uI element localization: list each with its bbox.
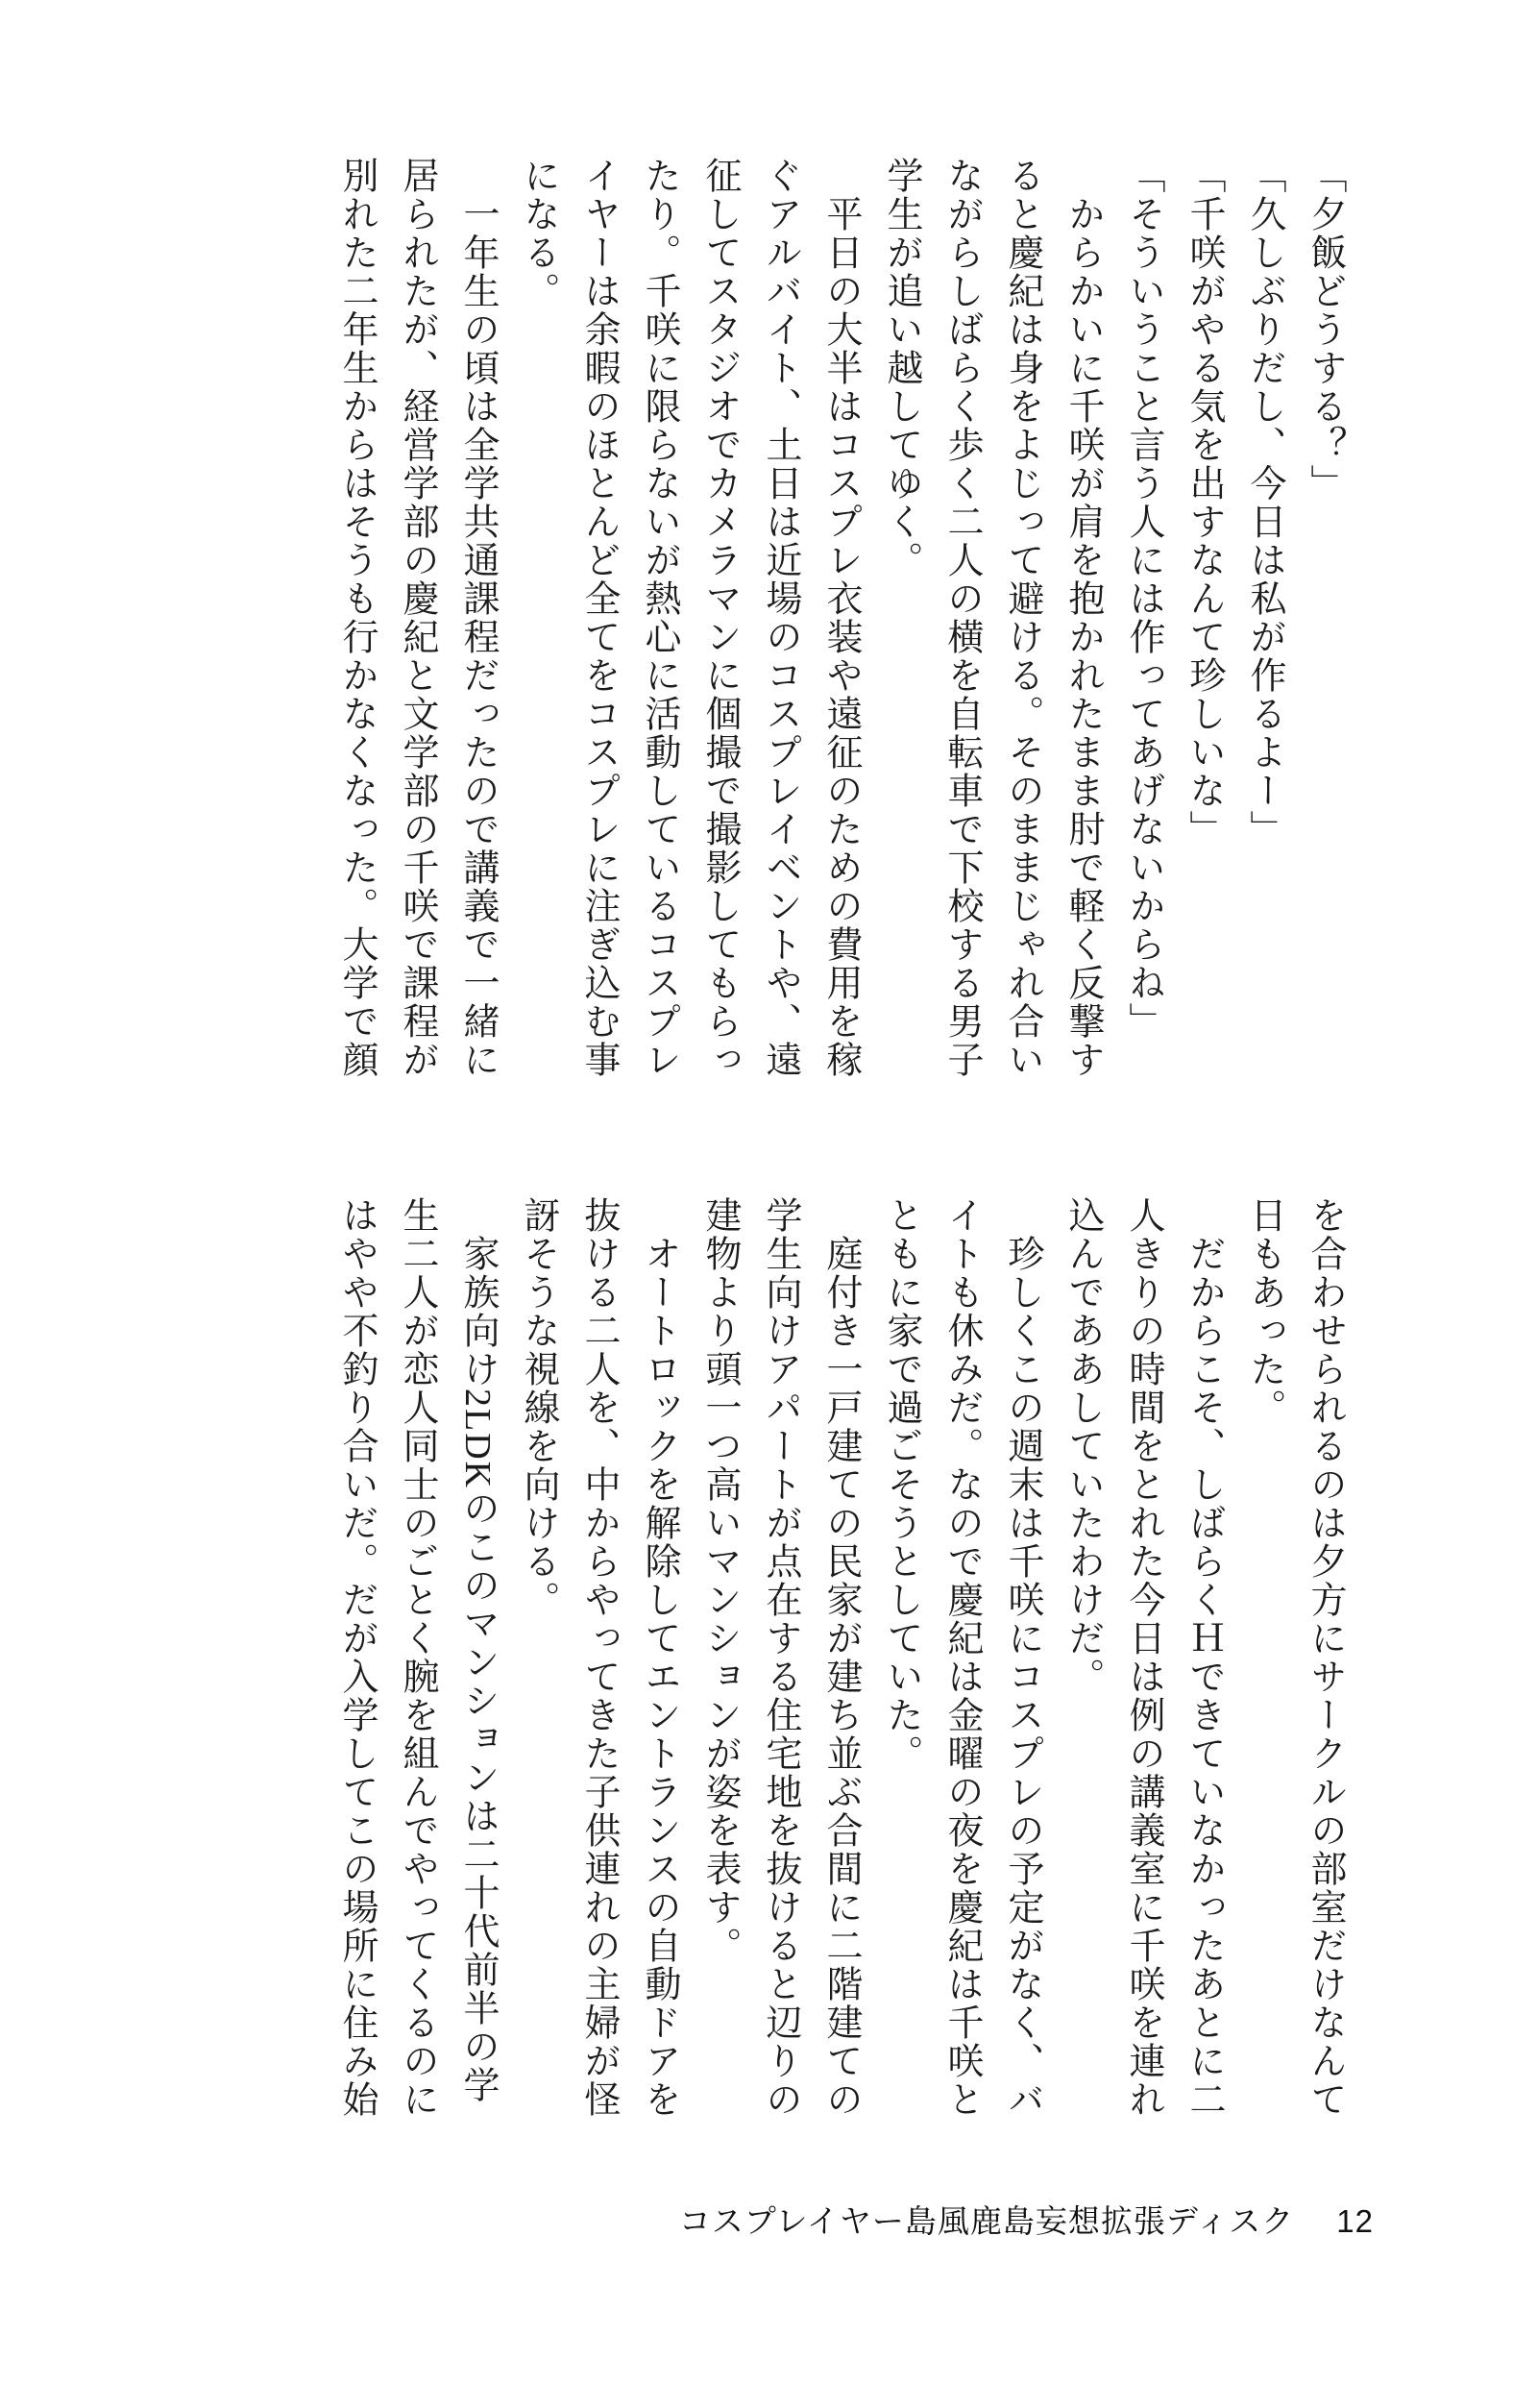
text-line: からかいに千咲が肩を抱かれたまま肘で軽く反撃す [1062, 157, 1103, 1079]
text-line: 建物より頭一つ高いマンションが姿を表す。 [699, 1196, 740, 1965]
text-line: 「そういうこと言う人には作ってあげないからね」 [1123, 157, 1163, 1041]
text-line: だからこそ、しばらくＨできていなかったあとに二 [1183, 1196, 1224, 2119]
text-line: 居られたが、経営学部の慶紀と文学部の千咲で課程が [397, 157, 437, 1079]
text-line: 生二人が恋人同士のごとく腕を組んでやってくるのに [397, 1196, 437, 2119]
text-line: 別れた二年生からはそうも行かなくなった。大学で顔 [336, 157, 377, 1079]
text-line: 学生向けアパートが点在する住宅地を抜けると辺りの [760, 1196, 800, 2119]
text-line: たり。千咲に限らないが熱心に活動しているコスプレ [639, 157, 679, 1079]
text-line: 「夕飯どうする？」 [1305, 157, 1345, 503]
text-line: 訝そうな視線を向ける。 [518, 1196, 558, 1619]
footer-page-number: 12 [1336, 2203, 1374, 2239]
text-line: 庭付き一戸建ての民家が建ち並ぶ合間に二階建ての [820, 1196, 861, 2119]
page-footer [679, 2197, 1374, 2242]
text-line: 「千咲がやる気を出すなんて珍しいな」 [1183, 157, 1224, 848]
text-line: はやや不釣り合いだ。だが入学してこの場所に住み始 [336, 1196, 377, 2119]
text-line: イヤーは余暇のほとんど全てをコスプレに注ぎ込む事 [578, 157, 619, 1079]
text-line: 一年生の頃は全学共通課程だったので講義で一緒に [457, 157, 498, 1079]
text-line: を合わせられるのは夕方にサークルの部室だけなんて [1305, 1196, 1345, 2119]
text-line: 家族向け2LDKのこのマンションは二十代前半の学 [457, 1196, 498, 2105]
text-line: イトも休みだ。なので慶紀は金曜の夜を慶紀は千咲と [941, 1196, 982, 2119]
text-line: 「久しぶりだし、今日は私が作るよー」 [1244, 157, 1284, 848]
bottom-text-block [326, 1196, 1354, 2138]
footer-title: コスプレイヤー島風鹿島妄想拡張ディスク [678, 2203, 1295, 2239]
text-line: 学生が追い越してゆく。 [881, 157, 921, 579]
text-line: オートロックを解除してエントランスの自動ドアを [639, 1196, 679, 2119]
text-line: ながらしばらく歩く二人の横を自転車で下校する男子 [941, 157, 982, 1079]
text-line: ぐアルバイト、土日は近場のコスプレイベントや、遠 [760, 157, 800, 1079]
text-line: 平日の大半はコスプレ衣装や遠征のための費用を稼 [820, 157, 861, 1079]
top-text-block [326, 157, 1354, 1098]
text-line: になる。 [518, 157, 558, 310]
text-line: 人きりの時間をとれた今日は例の講義室に千咲を連れ [1123, 1196, 1163, 2119]
text-line: 珍しくこの週末は千咲にコスプレの予定がなく、バ [1002, 1196, 1042, 2119]
text-line: 込んでああしていたわけだ。 [1062, 1196, 1103, 1696]
text-line: 征してスタジオでカメラマンに個撮で撮影してもらっ [699, 157, 740, 1079]
text-line: ともに家で過ごそうとしていた。 [881, 1196, 921, 1773]
text-line: 抜ける二人を、中からやってきた子供連れの主婦が怪 [578, 1196, 619, 2119]
text-line: ると慶紀は身をよじって避ける。そのままじゃれ合い [1002, 157, 1042, 1079]
text-line: 日もあった。 [1244, 1196, 1284, 1427]
